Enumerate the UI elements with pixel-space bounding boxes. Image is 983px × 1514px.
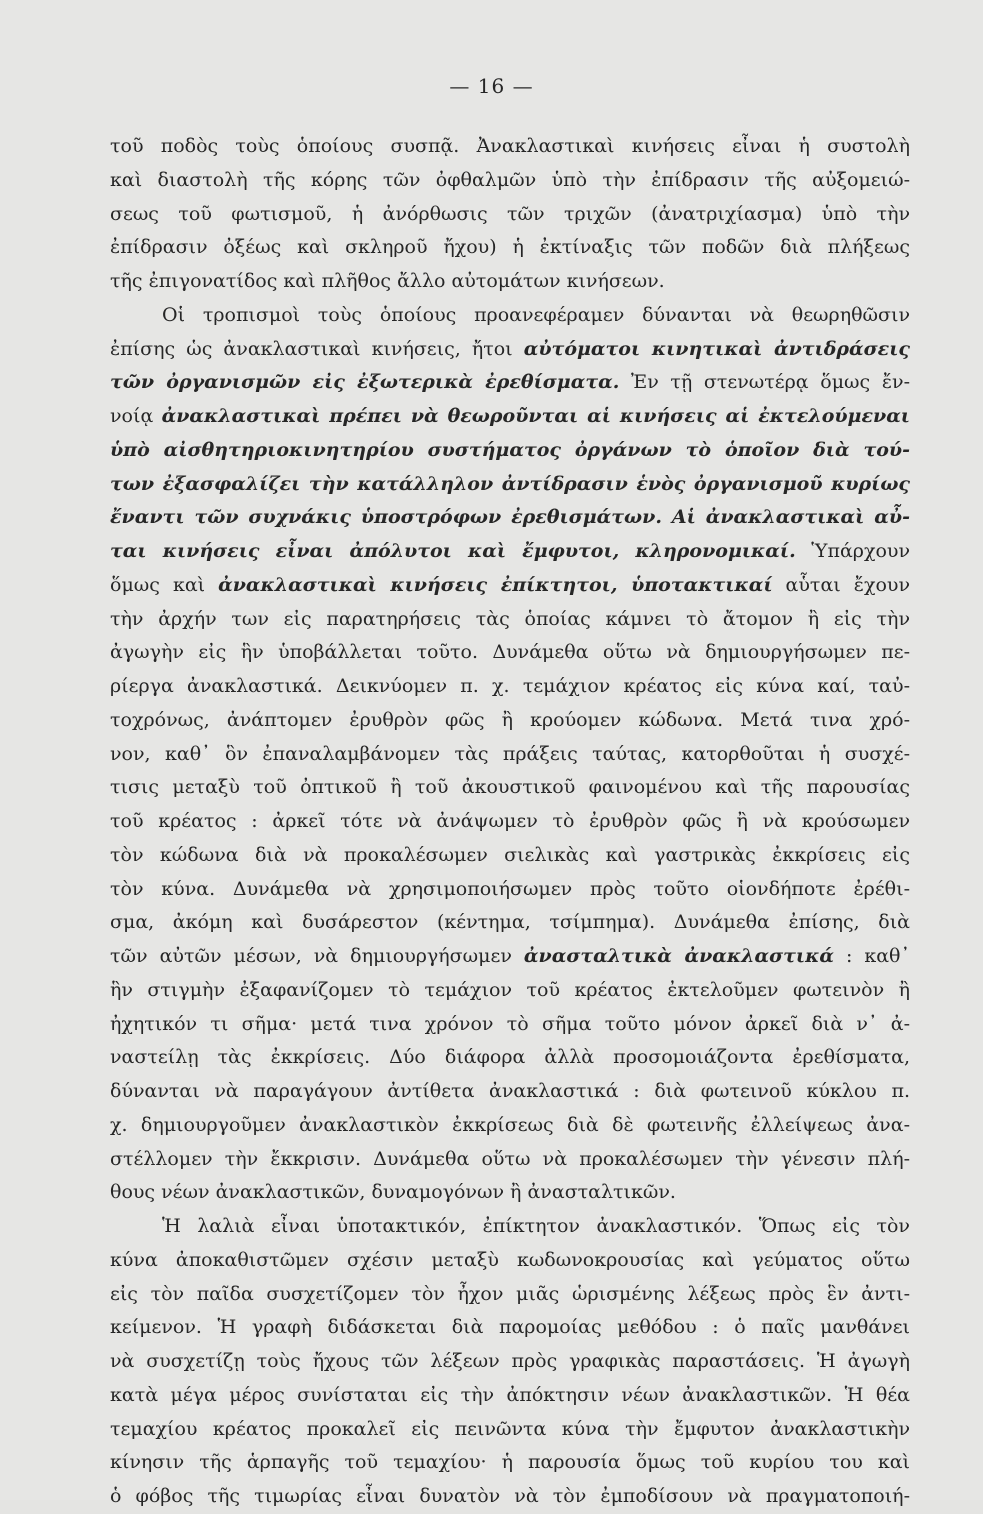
text-segment: Ἡ λαλιὰ εἶναι ὑποτακτικόν, ἐπίκτητον ἀνακλαστικόν. Ὅπως εἰς τὸν [162, 1215, 910, 1237]
text-segment: εἰς τὸν παῖδα συσχετίζομεν τὸν ἦχον μιᾶς ὡρισμένης λέξεως πρὸς ἓν ἀντι- [110, 1282, 910, 1305]
emphasis-text: ἀνασταλτικὰ ἀνακλαστικά [523, 945, 834, 967]
text-segment: τῶν αὐτῶν μέσων, νὰ δημιουργήσωμεν [110, 945, 524, 967]
text-segment: ὁ φόβος τῆς τιμωρίας εἶναι δυνατὸν νὰ τὸν ἐμποδίσουν νὰ πραγματοποιή- [110, 1485, 910, 1507]
text-line [110, 1413, 910, 1447]
text-segment: στέλλομεν τὴν ἔκκρισιν. Δυνάμεθα οὕτω νὰ προκαλέσωμεν τὴν γένεσιν πλή- [110, 1147, 910, 1170]
emphasis-text: ὑπὸ αἰσθητηριοκινητηρίου συστήματος ὀργάνων τὸ ὁποῖον διὰ τού- [110, 438, 910, 461]
text-segment: Οἱ τροπισμοὶ τοὺς ὁποίους προανεφέραμεν δύνανται νὰ θεωρηθῶσιν [162, 303, 910, 326]
text-segment: κίνησιν τῆς ἁρπαγῆς τοῦ τεμαχίου· ἡ παρουσία ὅμως τοῦ κυρίου του καὶ [110, 1451, 910, 1474]
text-line [110, 366, 910, 400]
text-line [110, 636, 910, 670]
text-line [110, 1480, 910, 1514]
text-line [110, 265, 910, 299]
text-line [110, 231, 910, 265]
text-line [110, 1278, 910, 1312]
text-segment: καὶ διαστολὴ τῆς κόρης τῶν ὀφθαλμῶν ὑπὸ τὴν ἐπίδρασιν τῆς αὐξομειώ- [110, 168, 910, 191]
text-segment: ρίεργα ἀνακλαστικά. Δεικνύομεν π. χ. τεμάχιον κρέατος εἰς κύνα καί, ταὐ- [110, 675, 910, 697]
text-line [110, 603, 910, 637]
text-line [110, 704, 910, 738]
text-segment: τὸν κύνα. Δυνάμεθα νὰ χρησιμοποιήσωμεν πρὸς τοῦτο οἱονδήποτε ἐρέθι- [110, 877, 910, 900]
text-segment: : καθ᾽ [833, 945, 910, 967]
body-text [110, 130, 910, 1514]
text-segment: ἐπίσης ὡς ἀνακλαστικαὶ κινήσεις, ἤτοι [110, 337, 524, 360]
text-segment: τὴν ἀρχήν των εἰς παρατηρήσεις τὰς ὁποίας κάμνει τὸ ἄτομον ἢ εἰς τὴν [110, 607, 910, 630]
text-line [110, 940, 910, 974]
text-segment: Ὑπάρχουν [795, 540, 910, 562]
text-segment: ἣν στιγμὴν ἐξαφανίζομεν τὸ τεμάχιον τοῦ κρέατος ἐκτελοῦμεν φωτεινὸν ἢ [110, 978, 910, 1001]
text-line [110, 906, 910, 940]
text-segment: νοίᾳ [110, 405, 162, 427]
emphasis-text: των ἐξασφαλίζει τὴν κατάλληλον ἀντίδρασιν ἑνὸς ὀργανισμοῦ κυρίως [110, 472, 910, 495]
text-line [110, 1109, 910, 1143]
text-line [110, 1075, 910, 1109]
text-segment: κύνα ἀποκαθιστῶμεν σχέσιν μεταξὺ κωδωνοκρουσίας καὶ γεύματος οὕτω [110, 1248, 910, 1271]
text-line [110, 535, 910, 569]
emphasis-text: ἀνακλαστικαὶ κινήσεις ἐπίκτητοι, ὑποτακτικαί [218, 573, 773, 596]
emphasis-text: τῶν ὀργανισμῶν εἰς ἐξωτερικὰ ἐρεθίσματα. [110, 371, 620, 394]
text-line [110, 805, 910, 839]
text-line [110, 1041, 910, 1075]
text-segment: σμα, ἀκόμη καὶ δυσάρεστον (κέντημα, τσίμπημα). Δυνάμεθα ἐπίσης, διὰ [110, 911, 910, 934]
text-segment: ὅμως καὶ [110, 573, 219, 596]
text-line [110, 839, 910, 873]
text-segment: τοχρόνως, ἀνάπτομεν ἐρυθρὸν φῶς ἢ κρούομεν κώδωνα. Μετά τινα χρό- [110, 708, 910, 731]
text-line [110, 1446, 910, 1480]
text-line [110, 164, 910, 198]
text-line [110, 434, 910, 468]
text-line [110, 1244, 910, 1278]
text-line [110, 1143, 910, 1177]
text-segment: τὸν κώδωνα διὰ νὰ προκαλέσωμεν σιελικὰς καὶ γαστρικὰς ἐκκρίσεις εἰς [110, 843, 910, 866]
text-line [110, 333, 910, 367]
emphasis-text: ται κινήσεις εἶναι ἀπόλυτοι καὶ ἔμφυτοι, κληρονομικαί. [110, 540, 796, 562]
text-line [110, 771, 910, 805]
emphasis-text: ἔναντι τῶν συχνάκις ὑποστρόφων ἐρεθισμάτων. Αἱ ἀνακλαστικαὶ αὖ- [110, 506, 910, 529]
text-segment: τισις μεταξὺ τοῦ ὀπτικοῦ ἢ τοῦ ἀκουστικοῦ φαινομένου καὶ τῆς παρουσίας [110, 776, 910, 799]
text-line [110, 873, 910, 907]
text-line [110, 400, 910, 434]
text-segment: δύνανται νὰ παραγάγουν ἀντίθετα ἀνακλαστικά : διὰ φωτεινοῦ κύκλου π. [110, 1080, 910, 1102]
text-segment: νὰ συσχετίζῃ τοὺς ἤχους τῶν λέξεων πρὸς γραφικὰς παραστάσεις. Ἡ ἀγωγὴ [110, 1350, 910, 1372]
text-segment: αὗται ἔχουν [772, 573, 910, 596]
text-line [110, 670, 910, 704]
text-line [110, 299, 910, 333]
text-line [110, 468, 910, 502]
text-line [110, 1008, 910, 1042]
text-line [110, 1176, 910, 1210]
text-segment: νον, καθ᾽ ὃν ἐπαναλαμβάνομεν τὰς πράξεις ταύτας, κατορθοῦται ἡ συσχέ- [110, 742, 910, 765]
text-segment: ἀγωγὴν εἰς ἣν ὑποβάλλεται τοῦτο. Δυνάμεθα οὕτω νὰ δημιουργήσωμεν πε- [110, 641, 910, 664]
text-line [110, 569, 910, 603]
text-line [110, 198, 910, 232]
text-line [110, 130, 910, 164]
text-segment: τοῦ ποδὸς τοὺς ὁποίους συσπᾷ. Ἀνακλαστικαὶ κινήσεις εἶναι ἡ συστολὴ [110, 135, 910, 157]
page-number: — 16 — [449, 74, 534, 98]
text-segment: ἐπίδρασιν ὀξέως καὶ σκληροῦ ἤχου) ἡ ἐκτίναξις τῶν ποδῶν διὰ πλήξεως [110, 236, 910, 259]
text-segment: σεως τοῦ φωτισμοῦ, ἡ ἀνόρθωσις τῶν τριχῶν (ἀνατριχίασμα) ὑπὸ τὴν [110, 202, 910, 225]
text-line [110, 1311, 910, 1345]
text-line [110, 1379, 910, 1413]
text-line [110, 1210, 910, 1244]
text-line [110, 501, 910, 535]
text-segment: ἠχητικόν τι σῆμα· μετά τινα χρόνον τὸ σῆμα τοῦτο μόνον ἀρκεῖ διὰ ν᾽ ἀ- [110, 1012, 910, 1035]
text-segment: κείμενον. Ἡ γραφὴ διδάσκεται διὰ παρομοίας μεθόδου : ὁ παῖς μανθάνει [110, 1316, 910, 1339]
text-segment: Ἐν τῇ στενωτέρᾳ ὅμως ἔν- [619, 371, 910, 394]
text-line [110, 974, 910, 1008]
text-segment: τεμαχίου κρέατος προκαλεῖ εἰς πεινῶντα κύνα τὴν ἔμφυτον ἀνακλαστικὴν [110, 1417, 910, 1440]
text-segment: θους νέων ἀνακλαστικῶν, δυναμογόνων ἢ ἀνασταλτικῶν. [110, 1181, 676, 1204]
text-segment: τοῦ κρέατος : ἀρκεῖ τότε νὰ ἀνάψωμεν τὸ ἐρυθρὸν φῶς ἢ νὰ κρούσωμεν [110, 810, 910, 832]
emphasis-text: αὐτόματοι κινητικαὶ ἀντιδράσεις [523, 337, 910, 360]
text-line [110, 738, 910, 772]
text-line [110, 1345, 910, 1379]
text-segment: κατὰ μέγα μέρος συνίσταται εἰς τὴν ἀπόκτησιν νέων ἀνακλαστικῶν. Ἡ θέα [110, 1383, 910, 1406]
emphasis-text: ἀνακλαστικαὶ πρέπει νὰ θεωροῦνται αἱ κινήσεις αἱ ἐκτελούμεναι [161, 405, 910, 427]
text-segment: χ. δημιουργοῦμεν ἀνακλαστικὸν ἐκκρίσεως διὰ δὲ φωτεινῆς ἐλλείψεως ἀνα- [110, 1113, 910, 1136]
text-segment: ναστείλῃ τὰς ἐκκρίσεις. Δύο διάφορα ἀλλὰ προσομοιάζοντα ἐρεθίσματα, [110, 1046, 910, 1069]
text-segment: τῆς ἐπιγονατίδος καὶ πλῆθος ἄλλο αὐτομάτων κινήσεων. [110, 270, 665, 292]
